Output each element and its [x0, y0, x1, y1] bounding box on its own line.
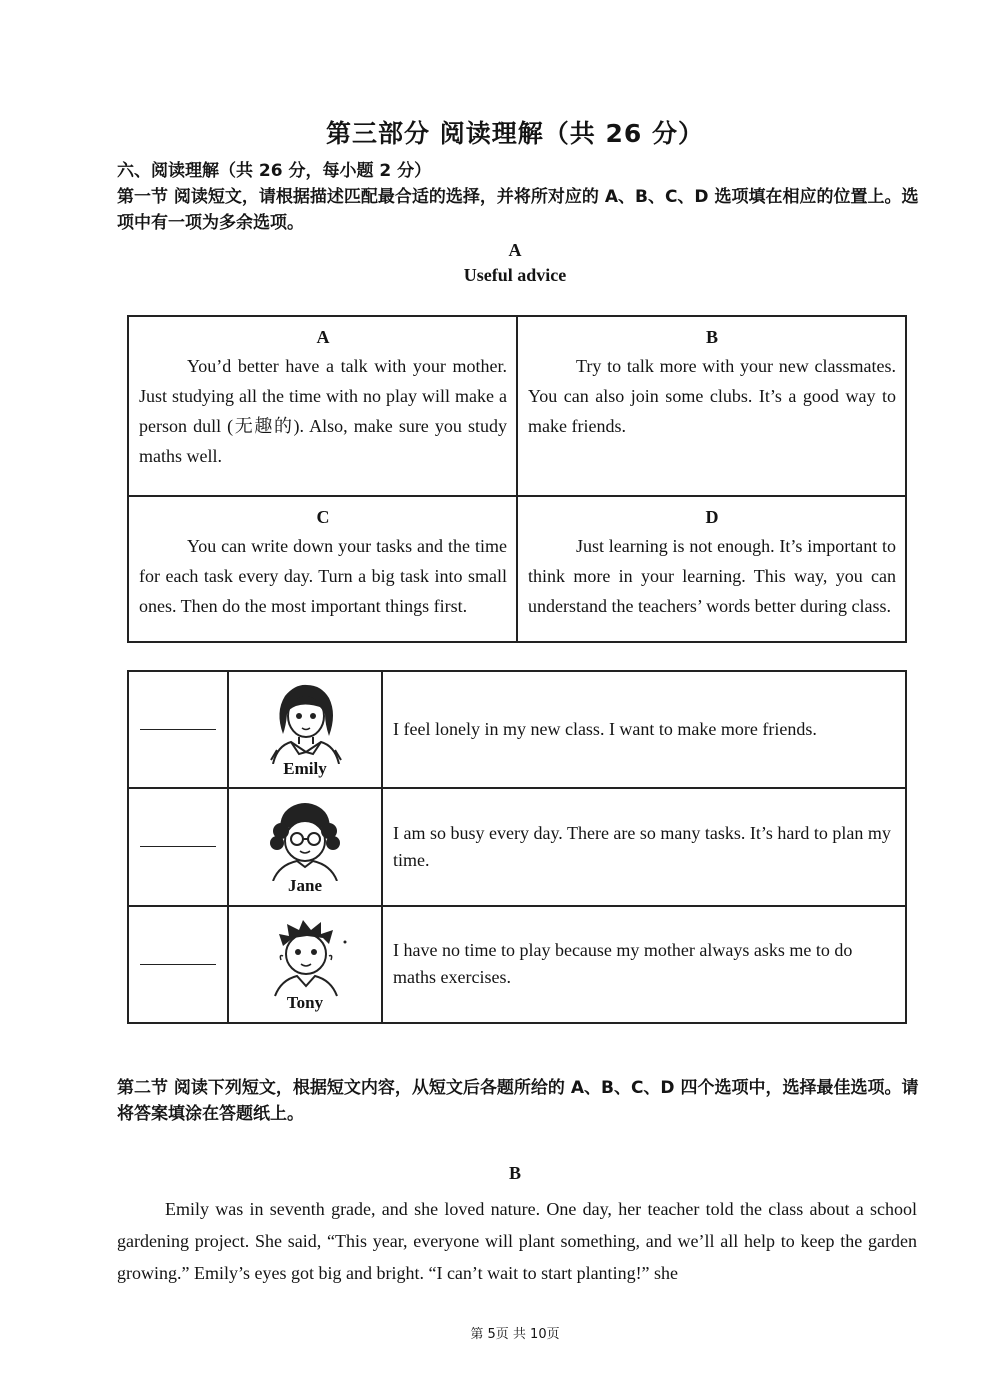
- person-statement: I am so busy every day. There are so many tasks. It’s hard to plan my time.: [382, 788, 906, 905]
- option-letter: C: [316, 506, 330, 527]
- person-name: Emily: [283, 758, 327, 778]
- option-letter: A: [316, 327, 330, 347]
- page-footer: 第 5页 共 10页: [470, 1327, 560, 1342]
- part-title: 第三部分 阅读理解（共 26 分）: [326, 119, 704, 148]
- option-letter: D: [705, 506, 719, 527]
- answer-blank[interactable]: [128, 788, 228, 905]
- passage-b-text: Emily was in seventh grade, and she loved nature. One day, her teacher told the class about a school gardening project. She said, “This year, everyone will plant something, and we’ll all help to keep the garden growing.” Emily’s eyes got big and bright. “I can’t wait to start planting!” she: [117, 1199, 917, 1283]
- blank-line: [140, 964, 216, 965]
- option-d-cell: [517, 496, 906, 642]
- option-text: Try to talk more with your new classmates. You can also join some clubs. It’s a good way to make friends.: [528, 356, 896, 436]
- passage-a-title: Useful advice: [463, 265, 567, 285]
- option-text: You can write down your tasks and the time for each task every day. Turn a big task into small ones. Then do the most important things first.: [139, 535, 507, 616]
- answer-blank[interactable]: [128, 671, 228, 788]
- blank-line: [140, 846, 216, 847]
- person-statement: I feel lonely in my new class. I want to make more friends.: [382, 671, 906, 788]
- portrait-cell: [228, 671, 382, 788]
- advice-options-table: [127, 315, 907, 643]
- passage-a-label: A: [508, 240, 522, 260]
- matching-table: [127, 670, 907, 1024]
- person-name: Tony: [286, 993, 324, 1013]
- option-a-cell: [128, 316, 517, 496]
- table-row: [128, 671, 906, 788]
- section2-instruction: 第二节 阅读下列短文，根据短文内容，从短文后各题所给的 A、B、C、D 四个选项中，选择最佳选项。请将答案填涂在答题纸上。: [117, 1078, 919, 1124]
- blank-line: [140, 729, 216, 730]
- section-heading: 六、阅读理解（共 26 分，每小题 2 分）: [117, 161, 432, 181]
- answer-blank[interactable]: [128, 906, 228, 1023]
- option-text: Just learning is not enough. It’s important to think more in your learning. This way, you can understand the teachers’ words better during class.: [528, 535, 896, 616]
- person-name: Jane: [288, 875, 322, 895]
- option-c-cell: [128, 496, 517, 642]
- option-b-cell: [517, 316, 906, 496]
- girl-portrait-icon: [259, 682, 351, 764]
- portrait-cell: [228, 788, 382, 905]
- person-statement: I have no time to play because my mother always asks me to do maths exercises.: [382, 906, 906, 1023]
- option-text: You’d better have a talk with your mother. Just studying all the time with no play will make a person dull (无趣的). Also, make sure you study maths well.: [139, 356, 507, 466]
- boy-portrait-icon: [259, 916, 351, 998]
- section1-instruction: 第一节 阅读短文，请根据描述匹配最合适的选择，并将所对应的 A、B、C、D 选项填在相应的位置上。选项中有一项为多余选项。: [117, 187, 919, 233]
- portrait-cell: [228, 906, 382, 1023]
- girl-glasses-portrait-icon: [259, 799, 351, 881]
- passage-b-label: B: [508, 1163, 521, 1183]
- table-row: [128, 906, 906, 1023]
- option-letter: B: [705, 327, 718, 347]
- table-row: [128, 788, 906, 905]
